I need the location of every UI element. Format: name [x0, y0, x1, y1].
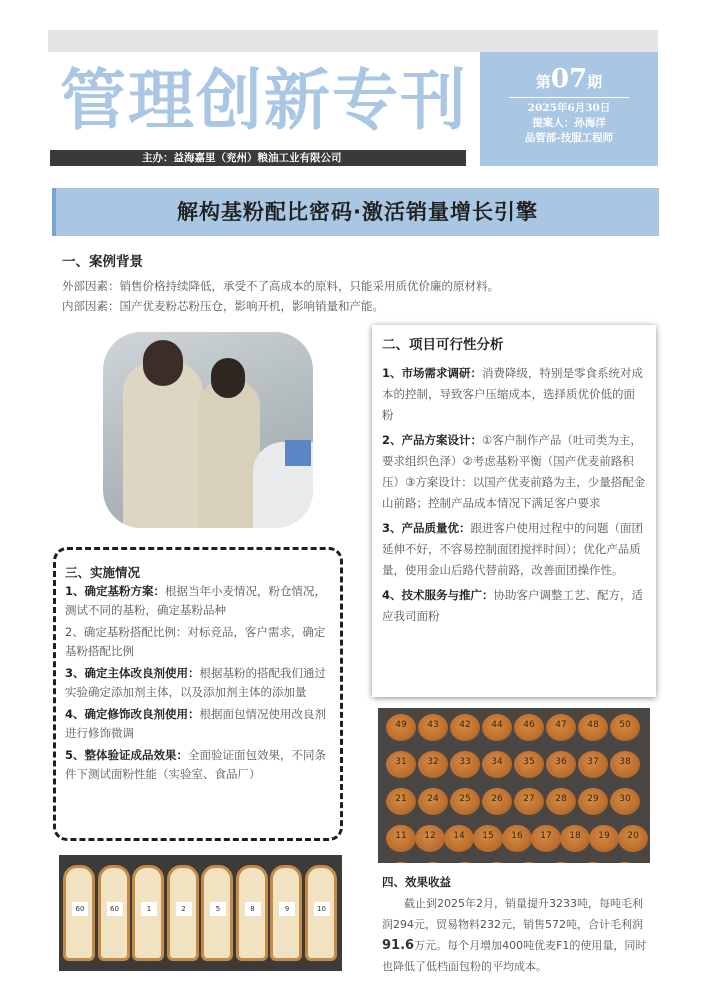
bun — [618, 825, 648, 852]
issue-number: 第07期 — [535, 64, 603, 94]
bread-slice — [305, 865, 337, 961]
bun — [560, 825, 590, 852]
bun — [589, 825, 619, 852]
bun-label: 24 — [427, 794, 439, 804]
issue-info-box — [480, 52, 658, 166]
bun — [418, 788, 448, 815]
bread-slice-label: 2 — [176, 902, 192, 916]
bun — [450, 714, 480, 741]
bun — [502, 825, 532, 852]
bun-label: 28 — [555, 794, 567, 804]
issue-date: 2025年6月30日 — [527, 102, 611, 114]
section2-item: 4、技术服务与推广：协助客户调整工艺、配方，适应我司面粉 — [382, 588, 644, 623]
section2-heading: 二、项目可行性分析 — [382, 337, 504, 353]
bun-label: 47 — [555, 720, 567, 730]
bread-slice — [270, 865, 302, 961]
section3-item: 3、确定主体改良剂使用：根据基粉的搭配我们通过实验确定添加剂主体，以及添加剂主体的添加量 — [65, 666, 327, 699]
bun — [610, 714, 640, 741]
bread-slice — [167, 865, 199, 961]
bun — [610, 788, 640, 815]
bun — [418, 751, 448, 778]
bun — [546, 788, 576, 815]
issue-proposer: 提案人：孙海洋 — [532, 117, 606, 129]
bun-label: 19 — [598, 831, 610, 841]
section1-heading: 一、案例背景 — [62, 254, 143, 270]
section2-item: 2、产品方案设计：①客户制作产品（吐司类为主，要求组织色泽）②考虑基粉平衡（国产优麦前路积压）③方案设计：以国产优麦前路为主，少量搭配金山前路；控制产品成本情况下满足客户要求 — [382, 433, 646, 510]
bun — [482, 862, 512, 863]
bun — [386, 862, 416, 863]
profit-highlight: 91.6 — [382, 938, 415, 953]
masthead-title: 管理创新专刊 — [60, 61, 468, 139]
bread-slice-label: 5 — [210, 902, 226, 916]
bun — [482, 751, 512, 778]
bun — [386, 825, 416, 852]
bun-label: 21 — [395, 794, 407, 804]
implementation-box — [53, 547, 343, 841]
bun — [610, 751, 640, 778]
bun-label: 26 — [491, 794, 503, 804]
bun — [386, 751, 416, 778]
bun — [546, 714, 576, 741]
bun-label: 29 — [587, 794, 599, 804]
bun-label: 48 — [587, 720, 599, 730]
bun — [386, 714, 416, 741]
section2-item: 3、产品质量优：跟进客户使用过程中的问题（面团延伸不好，不容易控制面团搅拌时间）；优化产品质量，使用金山后路代替前路，改善面团操作性。 — [382, 521, 644, 577]
bread-slice-label: 60 — [107, 902, 123, 916]
bread-slice — [98, 865, 130, 961]
feasibility-box — [372, 325, 656, 697]
bun — [514, 751, 544, 778]
bun-label: 31 — [395, 757, 407, 767]
bread-slice — [201, 865, 233, 961]
issue-department: 品管部-技服工程师 — [524, 132, 614, 144]
bun-label: 32 — [427, 757, 439, 767]
issue-divider — [509, 97, 629, 98]
bread-slice-label: 8 — [245, 902, 261, 916]
bun-label: 16 — [511, 831, 523, 841]
bread-slice-label: 60 — [72, 902, 88, 916]
photo-bread-rolls — [378, 708, 650, 863]
bun-label: 25 — [459, 794, 471, 804]
top-gray-bar — [48, 30, 658, 52]
section1-line-internal: 内部因素：国产优麦粉芯粉压仓，影响开机，影响销量和产能。 — [62, 299, 384, 313]
bun-label: 12 — [424, 831, 436, 841]
bun — [610, 862, 640, 863]
bun — [444, 825, 474, 852]
bun-label: 38 — [619, 757, 631, 767]
bun — [450, 751, 480, 778]
bun-label: 30 — [619, 794, 631, 804]
bun — [450, 788, 480, 815]
bun — [514, 788, 544, 815]
section3-item: 4、确定修饰改良剂使用：根据面包情况使用改良剂进行修饰微调 — [65, 707, 327, 740]
bun-label: 27 — [523, 794, 535, 804]
photo-bread-slices — [59, 855, 342, 971]
bun — [578, 862, 608, 863]
bun — [546, 862, 576, 863]
bun — [473, 825, 503, 852]
section3-item: 5、整体验证成品效果：全面验证面包效果，不同条件下测试面粉性能（实验室、食品厂） — [65, 748, 327, 781]
bun — [531, 825, 561, 852]
bun — [450, 862, 480, 863]
bun-label: 46 — [523, 720, 535, 730]
section1-line-external: 外部因素：销售价格持续降低，承受不了高成本的原料，只能采用质优价廉的原材料。 — [62, 279, 499, 293]
bun — [418, 714, 448, 741]
article-title: 解构基粉配比密码·激活销量增长引擎 — [52, 188, 659, 236]
bun — [386, 788, 416, 815]
bun — [578, 788, 608, 815]
section3-item: 1、确定基粉方案：根据当年小麦情况，粉仓情况，测试不同的基粉，确定基粉品种 — [65, 584, 327, 617]
bread-slice-label: 9 — [279, 902, 295, 916]
bun — [482, 788, 512, 815]
bread-slice — [63, 865, 95, 961]
bun — [418, 862, 448, 863]
bun — [546, 751, 576, 778]
bun — [514, 862, 544, 863]
bun-label: 49 — [395, 720, 407, 730]
bread-slice — [236, 865, 268, 961]
bun-label: 11 — [395, 831, 407, 841]
section4-heading: 四、效果收益 — [382, 875, 451, 889]
bun-label: 18 — [569, 831, 581, 841]
bread-slice-label: 10 — [314, 902, 330, 916]
bun-label: 43 — [427, 720, 439, 730]
bread-slice-label: 1 — [141, 902, 157, 916]
bun-label: 36 — [555, 757, 567, 767]
bread-slice — [132, 865, 164, 961]
bun — [578, 714, 608, 741]
bun-label: 50 — [619, 720, 631, 730]
bun-label: 33 — [459, 757, 471, 767]
bun-label: 34 — [491, 757, 503, 767]
bun-label: 37 — [587, 757, 599, 767]
photo-technicians — [103, 332, 313, 528]
bun-label: 17 — [540, 831, 552, 841]
section2-item: 1、市场需求调研：消费降级，特别是零食系统对成本的控制，导致客户压缩成本，选择质优价低的面粉 — [382, 366, 644, 422]
bun-label: 14 — [453, 831, 465, 841]
bun-label: 20 — [627, 831, 639, 841]
bun-label: 42 — [459, 720, 471, 730]
section3-item: 2、确定基粉搭配比例：对标竞品，客户需求，确定基粉搭配比例 — [65, 625, 326, 658]
bun — [415, 825, 445, 852]
bun — [482, 714, 512, 741]
bun-label: 15 — [482, 831, 494, 841]
section4-text: 截止到2025年2月，销量提升3233吨，每吨毛利润294元，贸易物料232元，销售572吨，合计毛利润91.6万元。每个月增加400吨优麦F1的使用量，同时也降低了低档面包粉的平均成本。 — [382, 897, 647, 973]
bun-label: 44 — [491, 720, 503, 730]
host-organization: 主办：益海嘉里（兖州）粮油工业有限公司 — [50, 150, 466, 166]
bun-label: 35 — [523, 757, 535, 767]
bun — [514, 714, 544, 741]
section3-heading: 三、实施情况 — [65, 565, 141, 580]
bun — [578, 751, 608, 778]
